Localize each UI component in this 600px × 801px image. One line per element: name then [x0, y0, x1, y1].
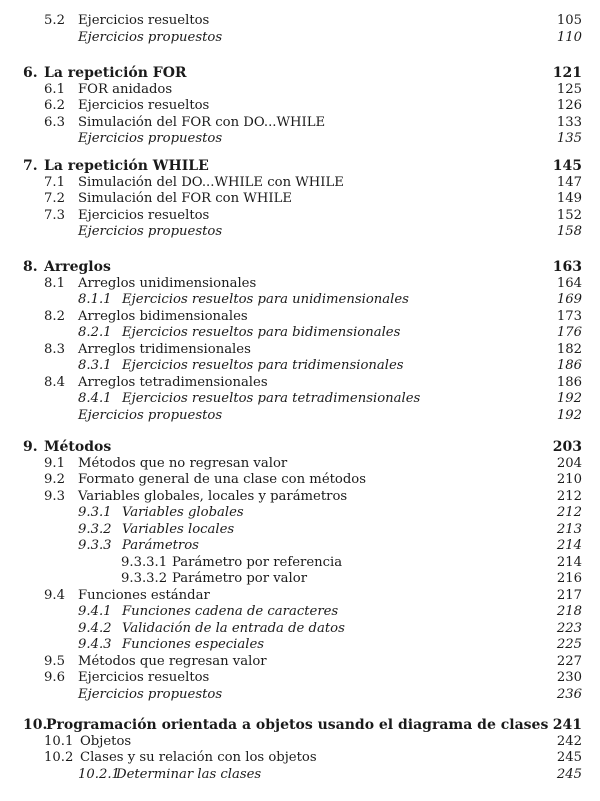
entry-number: 8.3.1 [78, 358, 112, 373]
toc-entry[interactable] [0, 191, 600, 208]
entry-page: 212 [556, 488, 582, 504]
entry-number: 8.4 [44, 374, 65, 390]
toc-entry[interactable] [0, 391, 600, 408]
entry-number: 6.3 [44, 114, 65, 130]
entry-title: Simulación del DO...WHILE con WHILE [78, 174, 344, 190]
entry-number: 9.3.1 [78, 505, 112, 520]
entry-title: Arreglos unidimensionales [78, 275, 257, 291]
entry-page: 216 [556, 571, 582, 586]
toc-entry[interactable] [0, 588, 600, 605]
toc-entry[interactable] [0, 750, 600, 767]
entry-title: Ejercicios resueltos para bidimensionales [122, 325, 401, 340]
toc-entry[interactable] [0, 538, 600, 555]
chapter-block [0, 439, 600, 703]
toc-entry[interactable] [0, 472, 600, 489]
entry-title: Determinar las clases [116, 766, 262, 782]
entry-page: 218 [556, 604, 582, 619]
chapter-entry[interactable] [0, 717, 600, 734]
entry-page: 125 [556, 81, 582, 97]
toc-entry[interactable] [0, 375, 600, 392]
toc-entry[interactable] [0, 571, 600, 588]
entry-title: Arreglos tridimensionales [78, 341, 251, 357]
entry-number: 8.2.1 [78, 325, 112, 340]
toc-entry[interactable] [0, 621, 600, 638]
toc-entry[interactable] [0, 131, 600, 148]
toc-entry[interactable] [0, 342, 600, 359]
toc-entry[interactable] [0, 175, 600, 192]
entry-title: Arreglos [44, 259, 111, 275]
entry-title: Métodos [44, 439, 112, 455]
entry-title: Ejercicios resueltos para tridimensionales [122, 358, 404, 373]
toc-entry[interactable] [0, 555, 600, 572]
toc-entry[interactable] [0, 309, 600, 326]
entry-page: 192 [556, 391, 582, 406]
entry-title: Ejercicios propuestos [78, 29, 223, 45]
chapter-entry[interactable] [0, 158, 600, 175]
entry-title: Arreglos tetradimensionales [78, 374, 268, 390]
entry-number: 6. [23, 65, 38, 81]
entry-number: 9.2 [44, 472, 65, 487]
toc-entry[interactable] [0, 325, 600, 342]
entry-number: 9.3 [44, 488, 65, 504]
entry-page: 145 [552, 158, 582, 174]
entry-page: 135 [556, 131, 582, 146]
entry-page: 169 [556, 292, 582, 307]
entry-page: 182 [556, 341, 582, 357]
chapter-block [0, 259, 600, 424]
entry-number: 7.3 [44, 207, 65, 223]
toc-entry[interactable] [0, 505, 600, 522]
entry-number: 9.3.3 [78, 538, 112, 553]
toc-entry[interactable] [0, 13, 600, 30]
toc-entry[interactable] [0, 276, 600, 293]
entry-number: 10.2.1 [78, 766, 120, 782]
entry-page: 245 [556, 750, 582, 765]
entry-number: 10.1 [44, 733, 74, 749]
toc-entry[interactable] [0, 82, 600, 99]
entry-title: Parámetro por valor [172, 571, 308, 586]
entry-title: Ejercicios resueltos para unidimensionales [122, 292, 409, 307]
entry-title: Parámetros [122, 538, 199, 553]
entry-number: 9.1 [44, 455, 65, 471]
entry-page: 173 [556, 308, 582, 324]
entry-page: 225 [556, 637, 582, 652]
entry-title: La repetición WHILE [44, 158, 209, 174]
entry-page: 147 [556, 174, 582, 190]
chapter-block [0, 158, 600, 241]
entry-title: FOR anidados [78, 81, 173, 97]
entry-page: 212 [556, 505, 582, 520]
entry-number: 7.1 [44, 174, 65, 190]
toc-entry[interactable] [0, 208, 600, 225]
entry-page: 149 [556, 191, 582, 206]
entry-page: 158 [556, 224, 582, 239]
entry-number: 6.2 [44, 98, 65, 113]
toc-entry[interactable] [0, 637, 600, 654]
toc-entry[interactable] [0, 30, 600, 47]
toc-entry[interactable] [0, 456, 600, 473]
toc-entry[interactable] [0, 522, 600, 539]
entry-title: La repetición FOR [44, 65, 187, 81]
entry-number: 10. [23, 717, 48, 733]
entry-title: Métodos que no regresan valor [78, 455, 288, 471]
entry-title: Ejercicios propuestos [78, 686, 223, 702]
entry-title: Ejercicios resueltos para tetradimensionales [122, 391, 421, 406]
entry-number: 9.3.3.2 [121, 571, 168, 586]
entry-number: 8.4.1 [78, 391, 112, 406]
entry-title: Validación de la entrada de datos [122, 620, 345, 636]
entry-number: 9.6 [44, 670, 65, 685]
toc-entry[interactable] [0, 767, 600, 784]
entry-title: Variables globales [122, 505, 244, 520]
toc-entry[interactable] [0, 408, 600, 425]
entry-page: 186 [556, 374, 582, 390]
entry-title: Objetos [80, 733, 132, 749]
entry-title: Ejercicios propuestos [78, 407, 223, 423]
entry-page: 163 [552, 259, 582, 275]
entry-page: 214 [556, 538, 582, 553]
entry-page: 213 [556, 521, 582, 537]
entry-page: 230 [556, 670, 582, 685]
entry-page: 214 [556, 554, 582, 570]
entry-title: Ejercicios resueltos [78, 207, 210, 223]
entry-title: Funciones cadena de caracteres [122, 604, 339, 619]
toc-entry[interactable] [0, 654, 600, 671]
toc-entry[interactable] [0, 670, 600, 687]
chapter-entry[interactable] [0, 259, 600, 276]
entry-title: Métodos que regresan valor [78, 653, 267, 669]
entry-number: 7.2 [44, 191, 65, 206]
entry-page: 126 [556, 98, 582, 113]
entry-title: Parámetro por referencia [172, 554, 343, 570]
entry-number: 8.1 [44, 275, 65, 291]
entry-page: 227 [556, 653, 582, 669]
toc-entry[interactable] [0, 604, 600, 621]
entry-page: 164 [556, 275, 582, 291]
entry-number: 9.5 [44, 653, 65, 669]
entry-page: 236 [556, 686, 582, 702]
entry-title: Arreglos bidimensionales [78, 308, 248, 324]
entry-title: Formato general de una clase con métodos [78, 472, 367, 487]
entry-title: Ejercicios propuestos [78, 131, 223, 146]
entry-page: 217 [556, 587, 582, 603]
toc-entry[interactable] [0, 224, 600, 241]
entry-number: 8.1.1 [78, 292, 112, 307]
entry-number: 9.4.1 [78, 604, 112, 619]
entry-number: 6.1 [44, 81, 65, 97]
entry-page: 210 [556, 472, 582, 487]
entry-number: 9.3.3.1 [121, 554, 168, 570]
entry-title: Ejercicios resueltos [78, 13, 210, 28]
entry-page: 176 [556, 325, 582, 340]
entry-title: Funciones especiales [122, 637, 265, 652]
entry-number: 7. [23, 158, 38, 174]
toc-entry[interactable] [0, 358, 600, 375]
chapter-entry[interactable] [0, 65, 600, 82]
entry-number: 8.3 [44, 341, 65, 357]
chapter-block [0, 65, 600, 148]
entry-number: 9.4.3 [78, 637, 112, 652]
entry-number: 9. [23, 439, 38, 455]
entry-page: 186 [556, 358, 582, 373]
entry-page: 110 [556, 29, 582, 45]
entry-page: 245 [556, 766, 582, 782]
entry-number: 9.4 [44, 587, 65, 603]
toc-entry[interactable] [0, 489, 600, 506]
entry-title: Simulación del FOR con DO...WHILE [78, 114, 326, 130]
entry-page: 203 [552, 439, 582, 455]
toc-entry[interactable] [0, 115, 600, 132]
entry-title: Clases y su relación con los objetos [80, 750, 317, 765]
chapter-block [0, 717, 600, 783]
entry-number: 9.3.2 [78, 521, 112, 537]
entry-page: 105 [556, 13, 582, 28]
entry-number: 8. [23, 259, 38, 275]
entry-page: 121 [552, 65, 582, 81]
entry-page: 192 [556, 407, 582, 423]
entry-title: Variables globales, locales y parámetros [78, 488, 348, 504]
entry-page: 204 [556, 455, 582, 471]
entry-title: Variables locales [122, 521, 235, 537]
entry-page: 223 [556, 620, 582, 636]
entry-title: Ejercicios resueltos [78, 670, 210, 685]
toc-entry[interactable] [0, 292, 600, 309]
entry-page: 242 [556, 733, 582, 749]
entry-title: Funciones estándar [78, 587, 210, 603]
entry-page: 241 [552, 717, 582, 733]
chapter-block [0, 13, 600, 46]
entry-page: 152 [556, 207, 582, 223]
entry-title: Simulación del FOR con WHILE [78, 191, 292, 206]
entry-page: 133 [556, 114, 582, 130]
toc-entry[interactable] [0, 734, 600, 751]
entry-number: 10.2 [44, 750, 74, 765]
entry-number: 8.2 [44, 308, 65, 324]
entry-title: Ejercicios resueltos [78, 98, 210, 113]
entry-title: Programación orientada a objetos usando el diagrama de clases [46, 717, 549, 733]
entry-number: 5.2 [44, 13, 65, 28]
entry-title: Ejercicios propuestos [78, 224, 223, 239]
entry-number: 9.4.2 [78, 620, 112, 636]
toc-entry[interactable] [0, 98, 600, 115]
chapter-entry[interactable] [0, 439, 600, 456]
toc-entry[interactable] [0, 687, 600, 704]
